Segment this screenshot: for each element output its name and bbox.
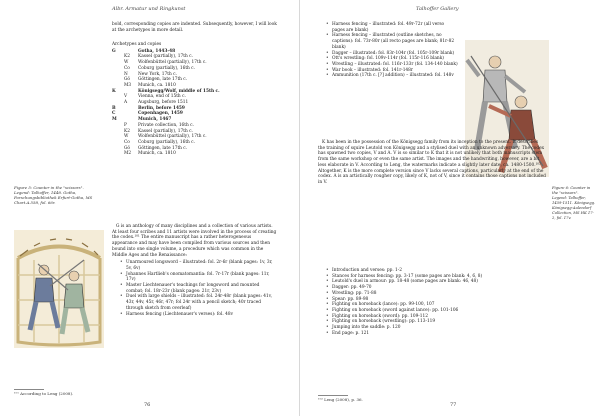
archetype-key: K xyxy=(112,88,116,94)
right-running-head: Talhoffer Gallery xyxy=(416,6,459,12)
list-item: • Duel with large shields – illustrated: fol. 24r-48r (blank pages: 41v, 43r, 44v, 45r, 46r, 47r; fol 24r with a pencil sketch; 40r traced through sketch from overleaf) xyxy=(120,294,277,311)
right-page xyxy=(300,0,600,416)
right-top-bullets-block xyxy=(318,22,458,79)
list-item: • Dagger: pp. 49-70 xyxy=(326,285,546,291)
right-page-number: 77 xyxy=(450,402,457,408)
list-item: • Master Liechtenauer's teachings for longsword and mounted combat; fol. 18r-23r (blank pages: 21r, 23v) xyxy=(120,283,277,294)
left-figure xyxy=(14,230,104,348)
sword-fighters-illustration xyxy=(14,230,104,348)
list-item: • Leutold's duel in armour: pp. 18-48 (some pages are blank: 46, 48) xyxy=(326,279,546,285)
archetype-name: Coburg (partially), 16th c. xyxy=(138,139,195,145)
archetypes-list xyxy=(112,49,277,157)
list-item: • Unarmoured longsword – illustrated: fol. 2r-6r (blank pages: 1v, 3r, 5v, 6v) xyxy=(120,260,277,271)
archetype-name: Munich, ca. 1810 xyxy=(138,151,176,157)
left-caption-body: Legend: Talhoffer, 1448. Gotha, Forschungsbibliothek Erfurt-Gotha, MS Chart.A.558, fol. 66r. xyxy=(14,190,93,205)
archetype-code: N xyxy=(124,71,128,77)
list-item: • Introduction and verses: pp. 1-2 xyxy=(326,268,546,274)
right-footnote-rule xyxy=(318,395,348,396)
right-bottom-bullets-block xyxy=(318,268,546,336)
archetype-name: Munich, 1467 xyxy=(138,117,172,123)
right-footnote: ¹⁰² Leng (2008), p. 36. xyxy=(318,397,363,402)
left-running-head: Albr. Armatur und Ringkunst xyxy=(112,6,186,12)
archetype-code: K2 xyxy=(124,128,130,134)
archetype-key xyxy=(112,151,124,157)
left-footnote: ¹⁰¹ According to Leng (2008). xyxy=(14,391,74,396)
archetype-key: G xyxy=(112,48,116,54)
list-item: • War book – illustrated: fol. 141r-148r xyxy=(326,68,458,74)
list-item: • Fighting on horseback (wrestling): pp. 113-119 xyxy=(326,319,546,325)
list-item: • Wrestling: pp. 71-88 xyxy=(326,291,546,297)
archetype-code: P xyxy=(124,122,127,128)
right-figure-caption xyxy=(552,186,596,221)
archetypes-block xyxy=(112,42,277,157)
list-item: • Harness fencing – illustrated (outline sketches, no captions): fol. 73r-80r (all recto pages are blank; 81r-82 blank) xyxy=(326,33,458,50)
archetype-name: Gotha, 1443-48 xyxy=(138,48,176,54)
archetype-name: Private collection, 16th c. xyxy=(138,122,194,128)
list-item: • Spear: pp. 89-98 xyxy=(326,297,546,303)
list-item: • Harness fencing – illustrated: fol. 49r-72r (all verso pages are blank) xyxy=(326,22,458,33)
archetype-code: Gö xyxy=(124,77,131,83)
list-item: • End page: p. 121 xyxy=(326,331,546,337)
list-item: • Jumping into the saddle: p. 120 xyxy=(326,325,546,331)
archetype-key: M xyxy=(112,117,117,123)
left-footnote-rule xyxy=(14,389,44,390)
archetype-name: Berlin, before 1459 xyxy=(138,105,185,111)
intro-paragraph: bold, corresponding copies are indented. Subsequently, however, I will look at the archetypes in more detail. xyxy=(112,22,277,33)
list-item: • Dagger – illustrated: fol. 83r-104r (fol. 105r-109r blank) xyxy=(326,51,458,57)
list-item: • Johannes Hartlieb's onomatomantia: fol. 7r-17r (blank pages: 11r, 17v) xyxy=(120,272,277,283)
list-item: • Harness fencing (Liechtenauer's verses): fol. 48v xyxy=(120,312,277,318)
list-item: • Wrestling – illustrated: fol. 116r-133r (fol. 134-140 blank) xyxy=(326,62,458,68)
para2: G is an anthology of many disciplines and a collection of various artists. At least four scribes and 11 artists were involved in the process of creating the codex.¹⁰¹ The entire manuscript has a rather heterogeneous appearance and may have been compiled from various sources and then bound into one single volume, a procedure which was common in the Middle Ages and the Renaissance: xyxy=(112,224,277,258)
right-bottom-bullet-list xyxy=(326,268,546,336)
list-item: • Stances for harness fencing: pp. 3-17 (some pages are blank: 4, 6, 8) xyxy=(326,274,546,280)
archetype-name: Coburg (partially), 16th c. xyxy=(138,65,195,71)
archetype-key: B xyxy=(112,105,116,111)
archetype-code: K2 xyxy=(124,54,130,60)
left-caption-title: Figure 5: Counter in the "scissors". xyxy=(14,185,84,190)
archetype-name: Göttingen, late 17th c. xyxy=(138,77,188,83)
archetype-name: Königsegg/Wolf, middle of 15th c. xyxy=(138,88,220,94)
right-caption-title: Figure 6: Counter in the "scissors". xyxy=(552,186,591,195)
left-intro xyxy=(112,22,277,33)
archetype-name: Vienna, end of 15th c. xyxy=(138,94,186,100)
archetype-name: Kassel (partially), 17th c. xyxy=(138,128,193,134)
right-top-bullet-list xyxy=(326,22,458,79)
left-para2 xyxy=(112,224,277,317)
archetype-name: Munich, ca. 1810 xyxy=(138,82,176,88)
archetype-row xyxy=(112,151,277,157)
archetype-code: W xyxy=(124,134,129,140)
archetype-name: Copenhagen, 1459 xyxy=(138,111,183,117)
list-item: • Fighting on horseback (sword): pp. 109-112 xyxy=(326,314,546,320)
left-figure-caption xyxy=(14,185,106,205)
list-item: • Fighting on horseback (lance): pp. 99-100, 107 xyxy=(326,302,546,308)
list-item: • Ott's wrestling: fol. 109v-114r (fol. 115r-116 blank) xyxy=(326,56,458,62)
archetype-code: M2 xyxy=(124,151,132,157)
archetypes-title: Archetypes and copies xyxy=(112,42,162,47)
archetype-name: Göttingen, late 17th c. xyxy=(138,145,188,151)
archetype-code: Co xyxy=(124,139,130,145)
archetype-name: Wolfenbüttel (partially), 17th c. xyxy=(138,60,207,66)
archetype-code: Co xyxy=(124,65,130,71)
left-bullet-list xyxy=(120,260,277,317)
left-page-number: 76 xyxy=(144,402,151,408)
archetype-name: Augsburg, before 1511 xyxy=(138,100,189,106)
right-caption-body: Legend: Talhoffer, 1459-1511. Königsegg. Königsegg-Aulendorf Collection, MS HK 17-2, fol. 17v. xyxy=(552,196,596,220)
archetype-code: A xyxy=(124,100,128,106)
archetype-name: Wolfenbüttel (partially), 17th c. xyxy=(138,134,207,140)
archetype-code: Gö xyxy=(124,145,131,151)
archetype-key: C xyxy=(112,111,116,117)
right-para-block xyxy=(318,140,546,186)
list-item: • Ammunition (17th c. [?] addition) – illustrated: fol. 148v xyxy=(326,73,458,79)
archetype-code: W xyxy=(124,60,129,66)
archetype-code: V xyxy=(124,94,128,100)
archetype-name: New York, 17th c. xyxy=(138,71,177,77)
right-paragraph: K has been in the possession of the Königsegg family from its inception to the present. It describes the training of squire Leutold von Königsegg and a stylised duel with an unknown adversary. The codex has spawned two copies, V and A. V is so similar to K that it is not unlikely that both manuscripts stem from the same workshop or even the same artist. The images and the handwriting, however, are a bit less elaborate in V. According to Leng, the watermarks indicate a slightly later date, ca. 1480-1500.¹⁰² Altogether, K is the more complete version since V lacks several captions, particularly at the end of the codex. A is an artistically rougher copy, likely of K, not of V, since it contains those captions not included in V. xyxy=(318,140,546,185)
list-item: • Fighting on horseback (sword against lance): pp. 101-106 xyxy=(326,308,546,314)
archetype-code: M3 xyxy=(124,82,132,88)
archetype-name: Kassel (partially), 17th c. xyxy=(138,54,193,60)
